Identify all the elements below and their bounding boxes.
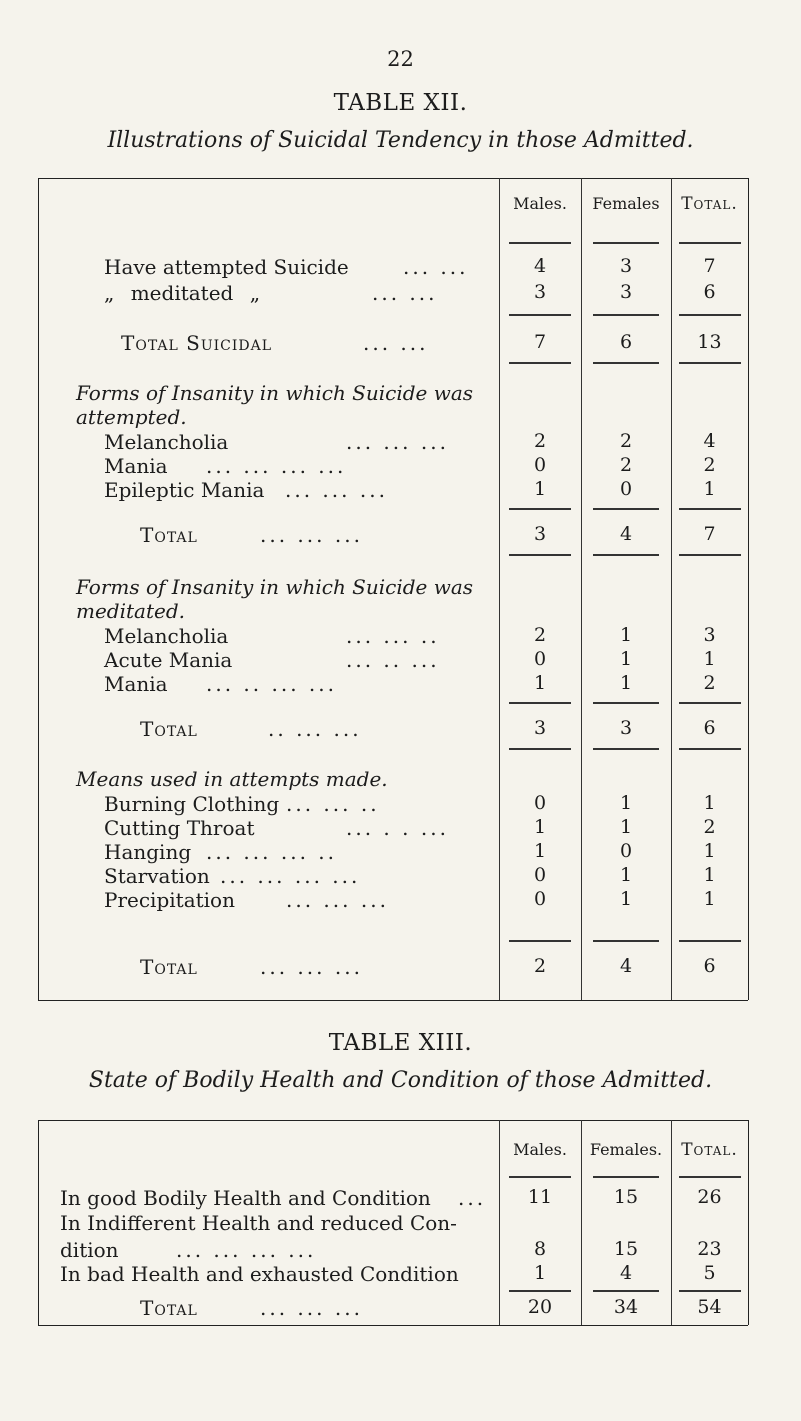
cell-total: 4 <box>703 430 716 452</box>
section-heading <box>38 405 748 433</box>
cell-males: 0 <box>533 888 547 910</box>
cell-females: 6 <box>619 331 633 353</box>
row-label: Total <box>140 523 198 547</box>
table-row: Acute Mania ... .. ... 0 1 1 <box>38 648 748 676</box>
cell-males: 1 <box>533 816 547 838</box>
cell-total: 6 <box>703 281 716 303</box>
cell-total: 1 <box>703 478 716 500</box>
cell-females: 3 <box>619 717 633 739</box>
table-row-total: Total Suicidal ... ... 7 6 13 <box>38 331 748 359</box>
cell-total: 3 <box>703 624 716 646</box>
cell-females: 1 <box>619 648 633 670</box>
section-heading <box>38 767 748 795</box>
cell-males: 20 <box>527 1296 553 1318</box>
row-label: „ meditated „ <box>104 281 261 305</box>
cell-males: 3 <box>533 717 547 739</box>
row-label: Mania <box>104 454 168 478</box>
cell-females: 1 <box>619 624 633 646</box>
cell-total: 1 <box>703 864 716 886</box>
table-row: Epileptic Mania ... ... ... 1 0 1 <box>38 478 748 506</box>
table-xii-subtitle: Illustrations of Suicidal Tendency in those Admitted. <box>107 128 694 153</box>
cell-females: 1 <box>619 888 633 910</box>
header-females: Females. <box>589 1140 663 1159</box>
cell-females: 1 <box>619 864 633 886</box>
header-total: Total. <box>681 1140 738 1160</box>
cell-males: 0 <box>533 648 547 670</box>
cell-males: 0 <box>533 454 547 476</box>
cell-total: 1 <box>703 648 716 670</box>
cell-total: 54 <box>697 1296 722 1318</box>
cell-females: 2 <box>619 454 633 476</box>
cell-total: 13 <box>697 331 722 353</box>
section-heading-line: Forms of Insanity in which Suicide was <box>76 381 474 405</box>
cell-females: 2 <box>619 430 633 452</box>
cell-females: 1 <box>619 816 633 838</box>
header-total: Total. <box>681 194 738 214</box>
cell-males: 1 <box>533 672 547 694</box>
cell-total: 5 <box>703 1262 716 1284</box>
cell-males: 7 <box>533 331 547 353</box>
cell-total: 2 <box>703 454 716 476</box>
row-label: In bad Health and exhausted Condition <box>60 1262 459 1286</box>
row-label: Total <box>140 955 198 979</box>
row-label: Acute Mania <box>104 648 233 672</box>
cell-males: 3 <box>533 523 547 545</box>
row-label: Melancholia <box>104 624 229 648</box>
cell-females: 1 <box>619 672 633 694</box>
row-label: In Indifferent Health and reduced Con- <box>60 1211 457 1235</box>
row-label: Total Suicidal <box>121 331 273 355</box>
cell-males: 11 <box>527 1186 553 1208</box>
table-xii-title: TABLE XII. <box>333 90 468 116</box>
cell-total: 26 <box>697 1186 722 1208</box>
cell-females: 4 <box>619 955 633 977</box>
cell-total: 6 <box>703 955 716 977</box>
table-row: Precipitation ... ... ... 0 1 1 <box>38 888 748 916</box>
table-xiii-header-row <box>38 1140 748 1168</box>
cell-males: 4 <box>533 255 547 277</box>
table-row: In good Bodily Health and Condition ... 11 15 26 <box>38 1186 748 1214</box>
cell-males: 1 <box>533 840 547 862</box>
table-xiii <box>38 1120 748 1325</box>
cell-females: 4 <box>619 1262 633 1284</box>
cell-males: 0 <box>533 864 547 886</box>
cell-females: 1 <box>619 792 633 814</box>
table-row: Have attempted Suicide ... ... 4 3 7 <box>38 255 748 283</box>
table-row: Burning Clothing ... ... .. 0 1 1 <box>38 792 748 820</box>
cell-males: 8 <box>533 1238 547 1260</box>
section-heading <box>38 599 748 627</box>
cell-females: 0 <box>619 840 633 862</box>
table-row: Melancholia ... ... ... 2 2 4 <box>38 430 748 458</box>
cell-females: 34 <box>613 1296 639 1318</box>
table-row: Melancholia ... ... .. 2 1 3 <box>38 624 748 652</box>
cell-total: 7 <box>703 255 716 277</box>
table-row-total: Total .. ... ... 3 3 6 <box>38 717 748 745</box>
table-row <box>38 1211 748 1239</box>
row-label: Total <box>140 1296 198 1320</box>
section-heading-line: attempted. <box>76 405 187 429</box>
table-row <box>38 1262 748 1290</box>
cell-total: 2 <box>703 816 716 838</box>
table-xii <box>38 178 748 1000</box>
row-label: Burning Clothing <box>104 792 280 816</box>
section-heading-line: Forms of Insanity in which Suicide was <box>76 575 474 599</box>
row-label: Precipitation <box>104 888 235 912</box>
table-row: Hanging ... ... ... .. 1 0 1 <box>38 840 748 868</box>
table-xii-header-row <box>38 194 748 222</box>
cell-total: 1 <box>703 840 716 862</box>
cell-total: 1 <box>703 792 716 814</box>
cell-females: 15 <box>613 1186 639 1208</box>
table-row: Mania ... ... ... ... 0 2 2 <box>38 454 748 482</box>
cell-total: 7 <box>703 523 716 545</box>
table-row: dition ... ... ... ... 8 15 23 <box>38 1238 748 1266</box>
cell-total: 23 <box>697 1238 722 1260</box>
row-label: dition <box>60 1238 119 1262</box>
cell-total: 2 <box>703 672 716 694</box>
cell-females: 0 <box>619 478 633 500</box>
row-label: Mania <box>104 672 168 696</box>
row-label: Melancholia <box>104 430 229 454</box>
table-row: Cutting Throat ... . . ... 1 1 2 <box>38 816 748 844</box>
cell-males: 3 <box>533 281 547 303</box>
row-label: Have attempted Suicide <box>104 255 349 279</box>
cell-females: 15 <box>613 1238 639 1260</box>
cell-males: 0 <box>533 792 547 814</box>
header-males: Males. <box>513 194 567 213</box>
cell-females: 3 <box>619 281 633 303</box>
section-heading-line: meditated. <box>76 599 185 623</box>
cell-females: 4 <box>619 523 633 545</box>
cell-males: 1 <box>533 478 547 500</box>
cell-females: 3 <box>619 255 633 277</box>
header-males: Males. <box>513 1140 567 1159</box>
cell-total: 1 <box>703 888 716 910</box>
cell-total: 6 <box>703 717 716 739</box>
table-row-total: Total ... ... ... 20 34 54 <box>38 1296 748 1324</box>
row-label: In good Bodily Health and Condition <box>60 1186 431 1210</box>
cell-males: 2 <box>533 624 547 646</box>
table-row: Starvation ... ... ... ... 0 1 1 <box>38 864 748 892</box>
cell-males: 2 <box>533 955 547 977</box>
cell-males: 2 <box>533 430 547 452</box>
table-row: Mania ... .. ... ... 1 1 2 <box>38 672 748 700</box>
header-females: Females <box>592 194 660 213</box>
row-label: Hanging <box>104 840 192 864</box>
page-number: 22 <box>387 47 414 71</box>
table-row: „ meditated „ ... ... 3 3 6 <box>38 281 748 309</box>
cell-males: 1 <box>533 1262 547 1284</box>
table-xiii-title: TABLE XIII. <box>328 1030 473 1056</box>
table-row-total: Total ... ... ... 3 4 7 <box>38 523 748 551</box>
section-heading-line: Means used in attempts made. <box>76 767 388 791</box>
table-row-total: Total ... ... ... 2 4 6 <box>38 955 748 983</box>
table-xiii-subtitle: State of Bodily Health and Condition of those Admitted. <box>88 1068 713 1093</box>
row-label: Total <box>140 717 198 741</box>
row-label: Starvation <box>104 864 210 888</box>
row-label: Epileptic Mania <box>104 478 265 502</box>
row-label: Cutting Throat <box>104 816 255 840</box>
